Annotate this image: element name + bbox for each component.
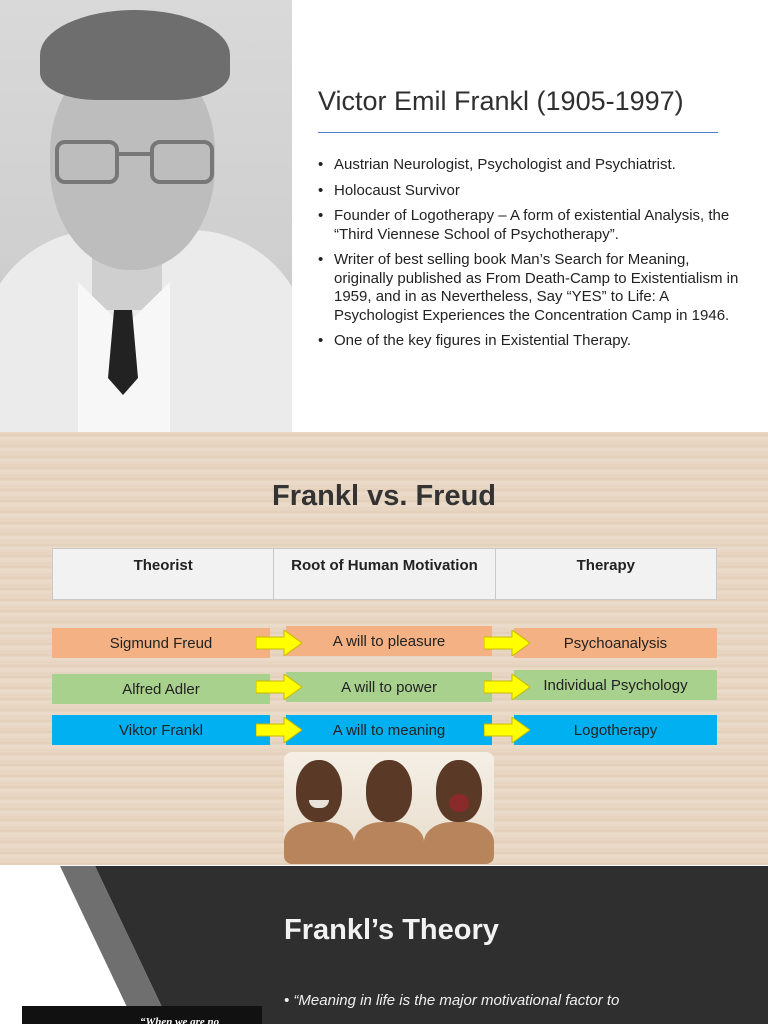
bio-bullet: • Austrian Neurologist, Psychologist and Psychiatrist. bbox=[318, 156, 743, 175]
right-arrow-icon bbox=[256, 674, 302, 700]
frankl-portrait-image bbox=[0, 0, 292, 432]
theorist-cell: Alfred Adler bbox=[52, 674, 270, 704]
theorist-cell: Viktor Frankl bbox=[52, 715, 270, 745]
slide-frankl-bio bbox=[0, 0, 768, 432]
slide2-title: Frankl vs. Freud bbox=[271, 480, 496, 512]
table-row bbox=[52, 628, 717, 660]
smiling-face-image bbox=[284, 752, 354, 864]
slide-frankl-vs-freud bbox=[0, 432, 768, 865]
slide1-title: Victor Emil Frankl (1905-1997) bbox=[318, 86, 684, 116]
bio-bullet: • Founder of Logotherapy – A form of existential Analysis, the “Third Viennese School of Psychotherapy”. bbox=[318, 207, 743, 244]
title-divider bbox=[318, 132, 718, 133]
therapy-cell: Individual Psychology bbox=[514, 670, 717, 700]
root-cell: A will to meaning bbox=[286, 715, 492, 745]
table-row bbox=[52, 672, 717, 704]
right-arrow-icon bbox=[256, 630, 302, 656]
theory-bullet-text: “Meaning in life is the major motivational factor to bbox=[293, 992, 620, 1009]
bio-bullet: • Holocaust Survivor bbox=[318, 182, 743, 201]
quote-image-text: “When we are no bbox=[140, 1016, 220, 1024]
right-arrow-icon bbox=[484, 630, 530, 656]
header-root-motivation: Root of Human Motivation bbox=[274, 549, 495, 599]
expressions-image bbox=[284, 752, 494, 864]
right-arrow-icon bbox=[484, 674, 530, 700]
frowning-face-image bbox=[354, 752, 424, 864]
therapy-cell: Logotherapy bbox=[514, 715, 717, 745]
comparison-table-header bbox=[52, 548, 717, 600]
root-cell: A will to pleasure bbox=[286, 626, 492, 656]
bio-bullet-list bbox=[318, 156, 743, 358]
header-theorist: Theorist bbox=[53, 549, 274, 599]
slide3-title: Frankl’s Theory bbox=[284, 914, 499, 946]
theorist-cell: Sigmund Freud bbox=[52, 628, 270, 658]
header-therapy: Therapy bbox=[576, 557, 635, 574]
root-cell: A will to power bbox=[286, 672, 492, 702]
bio-bullet: • One of the key figures in Existential Therapy. bbox=[318, 332, 743, 351]
slide-frankls-theory bbox=[0, 866, 768, 1024]
right-arrow-icon bbox=[484, 717, 530, 743]
theory-bullet: • “Meaning in life is the major motivational factor to bbox=[284, 992, 620, 1009]
screaming-face-image bbox=[424, 752, 494, 864]
bio-bullet: • Writer of best selling book Man’s Search for Meaning, originally published as From Death-Camp to Existentialism in 1959, and in as Nevertheless, Say “YES” to Life: A Psychologist Experiences the Concentration Camp in 1946. bbox=[318, 251, 743, 325]
therapy-cell: Psychoanalysis bbox=[514, 628, 717, 658]
right-arrow-icon bbox=[256, 717, 302, 743]
table-row bbox=[52, 715, 717, 747]
